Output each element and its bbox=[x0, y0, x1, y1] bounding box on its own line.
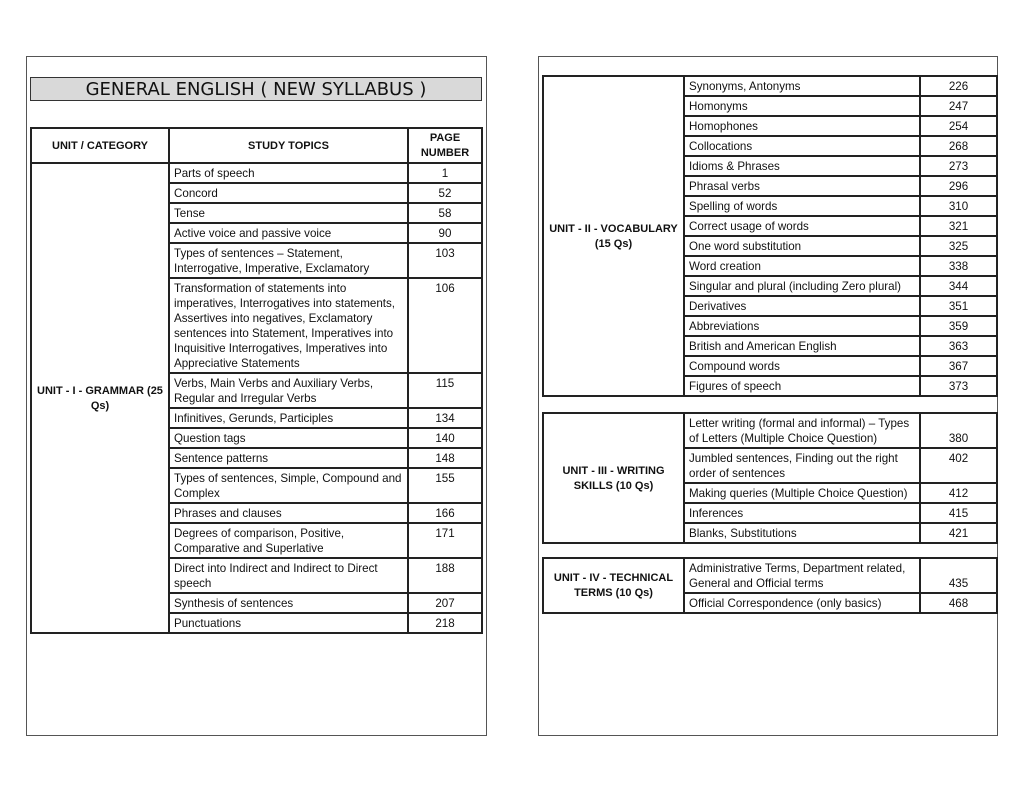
topic-cell: Infinitives, Gerunds, Participles bbox=[169, 408, 408, 428]
page-cell: 412 bbox=[920, 483, 997, 503]
topic-cell: Sentence patterns bbox=[169, 448, 408, 468]
page-cell: 435 bbox=[920, 558, 997, 593]
topic-cell: Compound words bbox=[684, 356, 920, 376]
table-row bbox=[31, 163, 482, 183]
left-page bbox=[26, 56, 487, 736]
page-cell: 344 bbox=[920, 276, 997, 296]
topic-cell: Correct usage of words bbox=[684, 216, 920, 236]
table-row bbox=[543, 413, 997, 448]
page-cell: 188 bbox=[408, 558, 482, 593]
topic-cell: Inferences bbox=[684, 503, 920, 523]
page-cell: 273 bbox=[920, 156, 997, 176]
page-cell: 325 bbox=[920, 236, 997, 256]
topic-cell: Synonyms, Antonyms bbox=[684, 76, 920, 96]
page-cell: 171 bbox=[408, 523, 482, 558]
page-cell: 351 bbox=[920, 296, 997, 316]
grammar-table bbox=[30, 127, 483, 634]
topic-cell: British and American English bbox=[684, 336, 920, 356]
header-topics: STUDY TOPICS bbox=[169, 128, 408, 163]
page-cell: 380 bbox=[920, 413, 997, 448]
topic-cell: Jumbled sentences, Finding out the right order of sentences bbox=[684, 448, 920, 483]
topic-cell: Homonyms bbox=[684, 96, 920, 116]
topic-cell: Singular and plural (including Zero plural) bbox=[684, 276, 920, 296]
page-cell: 359 bbox=[920, 316, 997, 336]
page-cell: 103 bbox=[408, 243, 482, 278]
page-cell: 402 bbox=[920, 448, 997, 483]
page-cell: 90 bbox=[408, 223, 482, 243]
page-cell: 373 bbox=[920, 376, 997, 396]
topic-cell: Blanks, Substitutions bbox=[684, 523, 920, 543]
topic-cell: Collocations bbox=[684, 136, 920, 156]
topic-cell: Tense bbox=[169, 203, 408, 223]
page-cell: 166 bbox=[408, 503, 482, 523]
topic-cell: Homophones bbox=[684, 116, 920, 136]
topic-cell: Degrees of comparison, Positive, Comparative and Superlative bbox=[169, 523, 408, 558]
topic-cell: Direct into Indirect and Indirect to Direct speech bbox=[169, 558, 408, 593]
page-cell: 363 bbox=[920, 336, 997, 356]
table-header-row bbox=[31, 128, 482, 163]
topic-cell: Word creation bbox=[684, 256, 920, 276]
page-cell: 421 bbox=[920, 523, 997, 543]
unit-vocabulary: UNIT - II - VOCABULARY (15 Qs) bbox=[543, 76, 684, 396]
topic-cell: Making queries (Multiple Choice Question) bbox=[684, 483, 920, 503]
page-cell: 296 bbox=[920, 176, 997, 196]
page-cell: 468 bbox=[920, 593, 997, 613]
topic-cell: Verbs, Main Verbs and Auxiliary Verbs, Regular and Irregular Verbs bbox=[169, 373, 408, 408]
header-unit: UNIT / CATEGORY bbox=[31, 128, 169, 163]
page-cell: 218 bbox=[408, 613, 482, 633]
topic-cell: Transformation of statements into imperatives, Interrogatives into statements, Assertives into negatives, Exclamatory sentences into Statement, Imperatives into Inquisitive Interrogatives, Imperatives into Appreciative Statements bbox=[169, 278, 408, 373]
page-cell: 338 bbox=[920, 256, 997, 276]
topic-cell: One word substitution bbox=[684, 236, 920, 256]
page-cell: 58 bbox=[408, 203, 482, 223]
page-cell: 155 bbox=[408, 468, 482, 503]
topic-cell: Types of sentences – Statement, Interrogative, Imperative, Exclamatory bbox=[169, 243, 408, 278]
page-cell: 140 bbox=[408, 428, 482, 448]
writing-table bbox=[542, 412, 998, 544]
page-title: GENERAL ENGLISH ( NEW SYLLABUS ) bbox=[30, 77, 482, 101]
topic-cell: Letter writing (formal and informal) – Types of Letters (Multiple Choice Question) bbox=[684, 413, 920, 448]
topic-cell: Abbreviations bbox=[684, 316, 920, 336]
right-page bbox=[538, 56, 998, 736]
page-cell: 415 bbox=[920, 503, 997, 523]
unit-technical: UNIT - IV - TECHNICAL TERMS (10 Qs) bbox=[543, 558, 684, 613]
page-cell: 321 bbox=[920, 216, 997, 236]
page-cell: 1 bbox=[408, 163, 482, 183]
table-row bbox=[543, 76, 997, 96]
topic-cell: Synthesis of sentences bbox=[169, 593, 408, 613]
page-cell: 106 bbox=[408, 278, 482, 373]
unit-writing: UNIT - III - WRITING SKILLS (10 Qs) bbox=[543, 413, 684, 543]
topic-cell: Phrasal verbs bbox=[684, 176, 920, 196]
topic-cell: Spelling of words bbox=[684, 196, 920, 216]
page-cell: 226 bbox=[920, 76, 997, 96]
table-row bbox=[543, 558, 997, 593]
topic-cell: Derivatives bbox=[684, 296, 920, 316]
vocabulary-table bbox=[542, 75, 998, 397]
topic-cell: Idioms & Phrases bbox=[684, 156, 920, 176]
topic-cell: Parts of speech bbox=[169, 163, 408, 183]
topic-cell: Active voice and passive voice bbox=[169, 223, 408, 243]
topic-cell: Punctuations bbox=[169, 613, 408, 633]
topic-cell: Concord bbox=[169, 183, 408, 203]
topic-cell: Types of sentences, Simple, Compound and Complex bbox=[169, 468, 408, 503]
page-cell: 268 bbox=[920, 136, 997, 156]
topic-cell: Phrases and clauses bbox=[169, 503, 408, 523]
page-cell: 115 bbox=[408, 373, 482, 408]
page-cell: 247 bbox=[920, 96, 997, 116]
topic-cell: Question tags bbox=[169, 428, 408, 448]
page-cell: 310 bbox=[920, 196, 997, 216]
topic-cell: Figures of speech bbox=[684, 376, 920, 396]
page-cell: 367 bbox=[920, 356, 997, 376]
topic-cell: Official Correspondence (only basics) bbox=[684, 593, 920, 613]
header-page: PAGE NUMBER bbox=[408, 128, 482, 163]
technical-table bbox=[542, 557, 998, 614]
page-cell: 148 bbox=[408, 448, 482, 468]
page-cell: 207 bbox=[408, 593, 482, 613]
unit-grammar: UNIT - I - GRAMMAR (25 Qs) bbox=[31, 163, 169, 633]
topic-cell: Administrative Terms, Department related, General and Official terms bbox=[684, 558, 920, 593]
page-cell: 254 bbox=[920, 116, 997, 136]
page-cell: 52 bbox=[408, 183, 482, 203]
page-cell: 134 bbox=[408, 408, 482, 428]
